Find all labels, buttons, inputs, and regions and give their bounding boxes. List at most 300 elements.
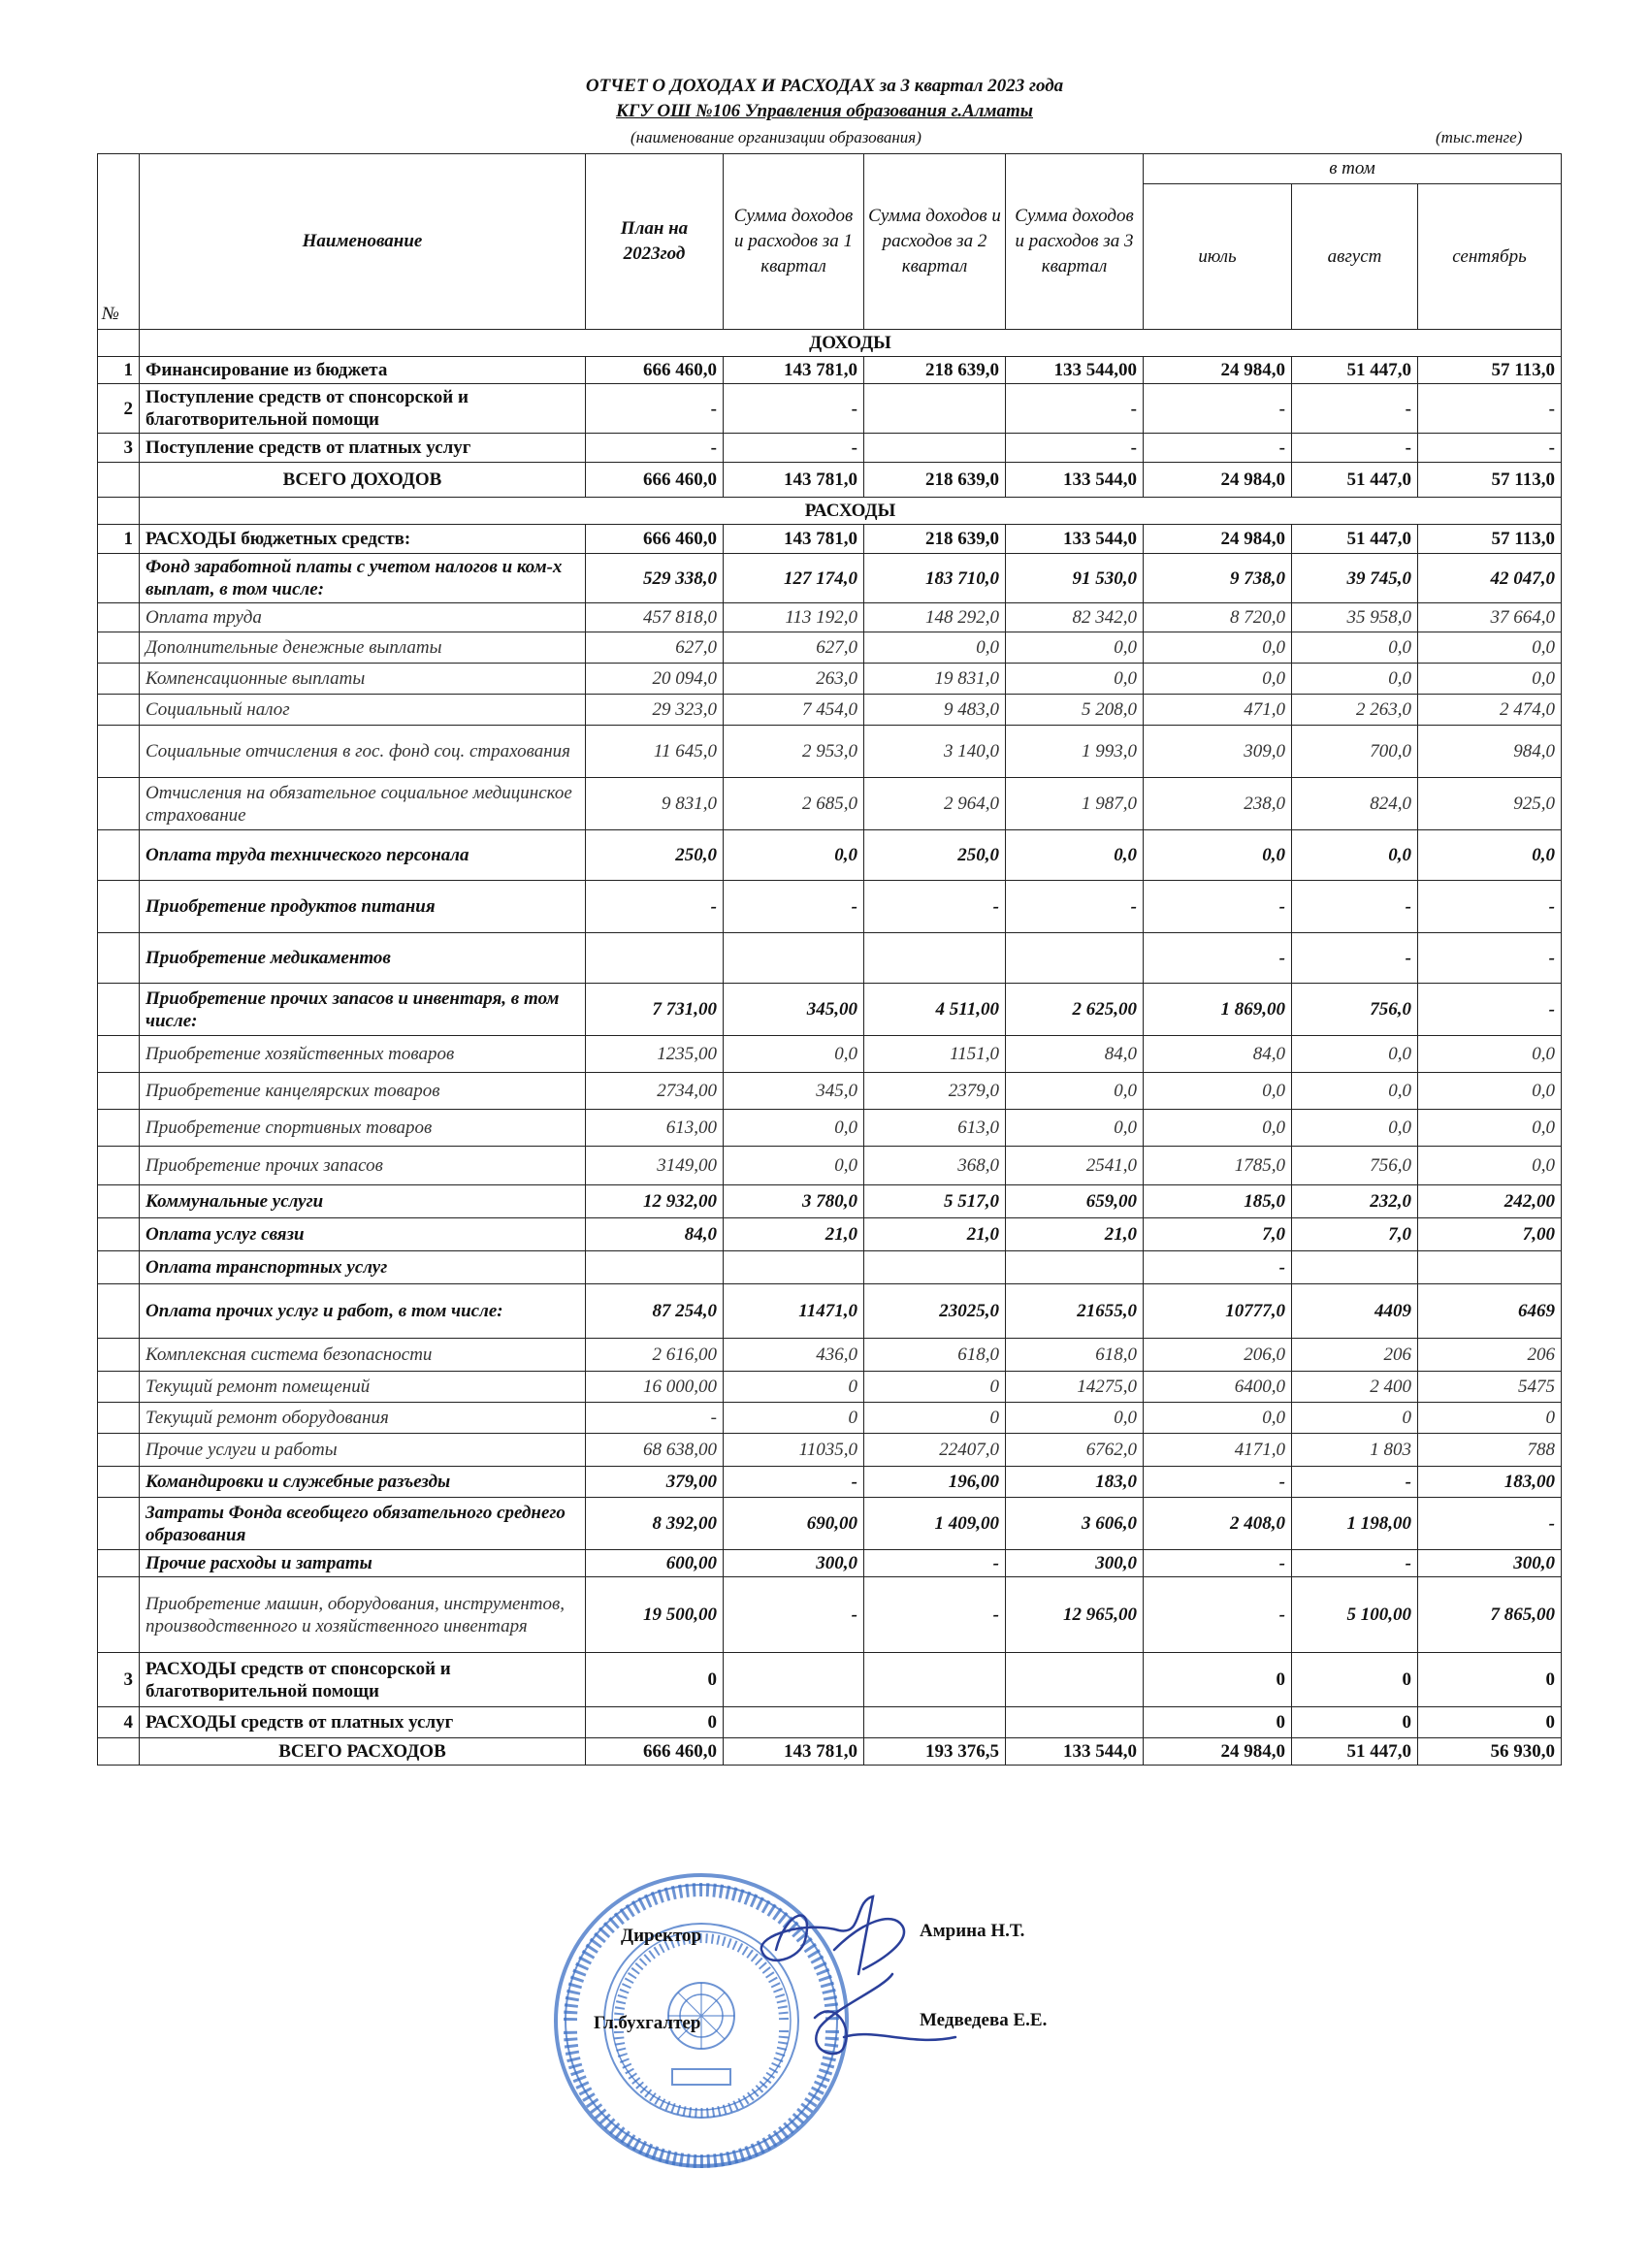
row-value: 206 <box>1418 1339 1562 1372</box>
row-value: 2 474,0 <box>1418 695 1562 726</box>
row-value: 659,00 <box>1006 1185 1144 1218</box>
table-row <box>98 1577 1562 1653</box>
row-name: Оплата услуг связи <box>140 1218 586 1251</box>
row-value <box>1006 1653 1144 1707</box>
row-value <box>864 1251 1006 1284</box>
row-value: 68 638,00 <box>586 1434 724 1467</box>
table-row <box>98 1110 1562 1147</box>
row-number <box>98 1434 140 1467</box>
row-value: 16 000,00 <box>586 1372 724 1403</box>
row-value: 925,0 <box>1418 778 1562 830</box>
row-value: 57 113,0 <box>1418 463 1562 498</box>
row-name: РАСХОДЫ средств от платных услуг <box>140 1707 586 1738</box>
row-value: 23025,0 <box>864 1284 1006 1339</box>
row-value: 0 <box>1418 1707 1562 1738</box>
row-value: 1 803 <box>1292 1434 1418 1467</box>
row-value: 9 831,0 <box>586 778 724 830</box>
row-value: 788 <box>1418 1434 1562 1467</box>
table-row <box>98 603 1562 632</box>
row-name: Отчисления на обязательное социальное медицинское страхование <box>140 778 586 830</box>
row-value: 232,0 <box>1292 1185 1418 1218</box>
row-name: РАСХОДЫ бюджетных средств: <box>140 525 586 554</box>
row-value: 2734,00 <box>586 1073 724 1110</box>
table-row <box>98 1339 1562 1372</box>
row-value: 0,0 <box>1006 664 1144 695</box>
row-name: Поступление средств от платных услуг <box>140 434 586 463</box>
row-value: 700,0 <box>1292 726 1418 778</box>
director-label: Директор <box>621 1926 702 1946</box>
row-value: 218 639,0 <box>864 525 1006 554</box>
row-value: 218 639,0 <box>864 357 1006 384</box>
table-row <box>98 357 1562 384</box>
row-value: 250,0 <box>864 830 1006 881</box>
row-number: 3 <box>98 1653 140 1707</box>
row-value: - <box>1292 434 1418 463</box>
row-value: 51 447,0 <box>1292 463 1418 498</box>
col-august: август <box>1292 184 1418 330</box>
row-value: 0,0 <box>1292 1073 1418 1110</box>
row-value: 238,0 <box>1144 778 1292 830</box>
row-name: Фонд заработной платы с учетом налогов и ком-х выплат, в том числе: <box>140 554 586 603</box>
row-value: 0,0 <box>1292 664 1418 695</box>
row-value: - <box>586 384 724 434</box>
row-value: 24 984,0 <box>1144 525 1292 554</box>
row-number <box>98 778 140 830</box>
row-value <box>1006 1251 1144 1284</box>
row-number: 1 <box>98 525 140 554</box>
row-value: - <box>1006 434 1144 463</box>
table-row <box>98 1707 1562 1738</box>
row-value: 1 869,00 <box>1144 984 1292 1036</box>
row-value: 756,0 <box>1292 984 1418 1036</box>
accountant-name: Медведева Е.Е. <box>920 2010 1048 2030</box>
row-value: 113 192,0 <box>724 603 864 632</box>
row-value: 0,0 <box>1144 1110 1292 1147</box>
row-value: - <box>1144 434 1292 463</box>
row-name: РАСХОДЫ средств от спонсорской и благотворительной помощи <box>140 1653 586 1707</box>
row-value: 1 993,0 <box>1006 726 1144 778</box>
table-row <box>98 1036 1562 1073</box>
row-value: 84,0 <box>586 1218 724 1251</box>
row-value: 0,0 <box>1418 664 1562 695</box>
row-value: 2 616,00 <box>586 1339 724 1372</box>
row-value: 39 745,0 <box>1292 554 1418 603</box>
row-value: 0 <box>1144 1653 1292 1707</box>
row-value: 42 047,0 <box>1418 554 1562 603</box>
col-q3: Сумма доходов и расходов за 3 квартал <box>1006 154 1144 330</box>
row-value: 20 094,0 <box>586 664 724 695</box>
row-number <box>98 1147 140 1185</box>
table-row <box>98 984 1562 1036</box>
row-value: 0,0 <box>1418 830 1562 881</box>
row-value: - <box>1144 1577 1292 1653</box>
row-value: 143 781,0 <box>724 525 864 554</box>
row-value: 0,0 <box>724 830 864 881</box>
row-value: 345,00 <box>724 984 864 1036</box>
row-value: 0,0 <box>1006 1403 1144 1434</box>
row-value: 133 544,0 <box>1006 1738 1144 1766</box>
row-value: 0,0 <box>1292 632 1418 664</box>
row-value: 2 953,0 <box>724 726 864 778</box>
row-number <box>98 1339 140 1372</box>
row-number <box>98 726 140 778</box>
table-row <box>98 1498 1562 1550</box>
row-number <box>98 984 140 1036</box>
row-value: 0,0 <box>1006 830 1144 881</box>
row-value: 7,0 <box>1292 1218 1418 1251</box>
row-value: 368,0 <box>864 1147 1006 1185</box>
row-value: 6469 <box>1418 1284 1562 1339</box>
row-value: 0,0 <box>1292 1036 1418 1073</box>
row-value: 613,0 <box>864 1110 1006 1147</box>
table-row <box>98 1653 1562 1707</box>
row-value: 0,0 <box>1292 1110 1418 1147</box>
col-july: июль <box>1144 184 1292 330</box>
row-value: 21,0 <box>1006 1218 1144 1251</box>
section-row <box>98 330 1562 357</box>
table-row <box>98 554 1562 603</box>
row-number <box>98 830 140 881</box>
row-value: 193 376,5 <box>864 1738 1006 1766</box>
row-value: 24 984,0 <box>1144 1738 1292 1766</box>
row-value: - <box>864 881 1006 933</box>
row-value: 91 530,0 <box>1006 554 1144 603</box>
row-value: 57 113,0 <box>1418 357 1562 384</box>
row-name: Оплата транспортных услуг <box>140 1251 586 1284</box>
row-name: Приобретение медикаментов <box>140 933 586 984</box>
row-value: 0,0 <box>1006 1110 1144 1147</box>
row-value: 0,0 <box>724 1147 864 1185</box>
report-table <box>97 153 1562 1766</box>
row-number <box>98 1218 140 1251</box>
row-value: 824,0 <box>1292 778 1418 830</box>
section-spacer <box>98 498 140 525</box>
row-value: 5 208,0 <box>1006 695 1144 726</box>
row-number: 2 <box>98 384 140 434</box>
organization-caption: (наименование организации образования) <box>630 128 922 146</box>
row-number <box>98 1284 140 1339</box>
row-value: - <box>1418 1498 1562 1550</box>
row-name: Дополнительные денежные выплаты <box>140 632 586 664</box>
table-row <box>98 695 1562 726</box>
col-name: Наименование <box>140 154 586 330</box>
row-value: 250,0 <box>586 830 724 881</box>
row-value: - <box>1144 1251 1292 1284</box>
row-value: 11 645,0 <box>586 726 724 778</box>
table-row <box>98 1403 1562 1434</box>
row-value: 0,0 <box>864 632 1006 664</box>
section-title: ДОХОДЫ <box>140 330 1562 357</box>
row-value: 14275,0 <box>1006 1372 1144 1403</box>
row-value <box>724 1251 864 1284</box>
table-row <box>98 1284 1562 1339</box>
row-value: 0,0 <box>1006 1073 1144 1110</box>
row-value: 0,0 <box>724 1110 864 1147</box>
row-value: - <box>1144 1550 1292 1577</box>
table-row <box>98 1434 1562 1467</box>
row-value: 19 831,0 <box>864 664 1006 695</box>
row-number <box>98 1403 140 1434</box>
row-value: 6762,0 <box>1006 1434 1144 1467</box>
table-row <box>98 1372 1562 1403</box>
row-name: Оплата труда <box>140 603 586 632</box>
row-value: 218 639,0 <box>864 463 1006 498</box>
total-row <box>98 1738 1562 1766</box>
row-name: Оплата труда технического персонала <box>140 830 586 881</box>
row-value: 29 323,0 <box>586 695 724 726</box>
row-value: - <box>724 1467 864 1498</box>
row-value: 627,0 <box>724 632 864 664</box>
section-spacer <box>98 330 140 357</box>
table-row <box>98 1147 1562 1185</box>
row-value: 0,0 <box>1418 1147 1562 1185</box>
row-value <box>586 1251 724 1284</box>
row-value <box>1006 933 1144 984</box>
row-value: 185,0 <box>1144 1185 1292 1218</box>
row-value <box>1418 1251 1562 1284</box>
table-row <box>98 726 1562 778</box>
row-name: Поступление средств от спонсорской и благотворительной помощи <box>140 384 586 434</box>
row-number <box>98 1251 140 1284</box>
row-value: 690,00 <box>724 1498 864 1550</box>
row-value: 12 932,00 <box>586 1185 724 1218</box>
row-value: 148 292,0 <box>864 603 1006 632</box>
row-value: 2 625,00 <box>1006 984 1144 1036</box>
row-value: 143 781,0 <box>724 463 864 498</box>
row-value: 133 544,0 <box>1006 525 1144 554</box>
row-value: 9 738,0 <box>1144 554 1292 603</box>
table-row <box>98 1251 1562 1284</box>
row-value: 0 <box>1292 1403 1418 1434</box>
row-number <box>98 1550 140 1577</box>
row-value: - <box>1006 881 1144 933</box>
row-value: - <box>1292 384 1418 434</box>
report-body <box>98 330 1562 1766</box>
row-value: - <box>1292 933 1418 984</box>
row-name: Приобретение спортивных товаров <box>140 1110 586 1147</box>
organization-name: КГУ ОШ №106 Управления образования г.Алматы <box>616 101 1033 121</box>
row-number <box>98 463 140 498</box>
row-value: 666 460,0 <box>586 1738 724 1766</box>
row-value: - <box>1144 881 1292 933</box>
row-name: Приобретение машин, оборудования, инструментов, производственного и хозяйственного инвентаря <box>140 1577 586 1653</box>
row-value: 127 174,0 <box>724 554 864 603</box>
director-name: Амрина Н.Т. <box>920 1921 1025 1941</box>
row-value: 21,0 <box>864 1218 1006 1251</box>
row-name: Текущий ремонт оборудования <box>140 1403 586 1434</box>
row-value: 196,00 <box>864 1467 1006 1498</box>
row-value: 0,0 <box>1418 1073 1562 1110</box>
table-row <box>98 1467 1562 1498</box>
table-row <box>98 1073 1562 1110</box>
row-value: 1 198,00 <box>1292 1498 1418 1550</box>
row-value: 4171,0 <box>1144 1434 1292 1467</box>
row-value: - <box>724 881 864 933</box>
row-number: 4 <box>98 1707 140 1738</box>
row-value: - <box>724 1577 864 1653</box>
row-value: - <box>1418 984 1562 1036</box>
row-value: 613,00 <box>586 1110 724 1147</box>
table-row <box>98 525 1562 554</box>
row-value: 183 710,0 <box>864 554 1006 603</box>
row-value: 300,0 <box>1418 1550 1562 1577</box>
row-number <box>98 1738 140 1766</box>
row-value: - <box>1292 881 1418 933</box>
row-value: 0 <box>1292 1653 1418 1707</box>
row-value: 5 517,0 <box>864 1185 1006 1218</box>
row-value: 627,0 <box>586 632 724 664</box>
row-name: Коммунальные услуги <box>140 1185 586 1218</box>
row-value: 263,0 <box>724 664 864 695</box>
row-value: 5475 <box>1418 1372 1562 1403</box>
row-value: 12 965,00 <box>1006 1577 1144 1653</box>
row-value: 2 685,0 <box>724 778 864 830</box>
row-value: 300,0 <box>1006 1550 1144 1577</box>
row-value: 183,00 <box>1418 1467 1562 1498</box>
accountant-label: Гл.бухгалтер <box>594 2013 701 2033</box>
row-value: 436,0 <box>724 1339 864 1372</box>
row-name: Финансирование из бюджета <box>140 357 586 384</box>
row-name: Приобретение хозяйственных товаров <box>140 1036 586 1073</box>
row-value: 5 100,00 <box>1292 1577 1418 1653</box>
row-number: 3 <box>98 434 140 463</box>
row-number <box>98 1498 140 1550</box>
row-value: 8 392,00 <box>586 1498 724 1550</box>
row-value: 2 263,0 <box>1292 695 1418 726</box>
row-value: - <box>1006 384 1144 434</box>
row-value: - <box>1144 384 1292 434</box>
row-value: - <box>724 434 864 463</box>
table-row <box>98 384 1562 434</box>
row-value: 1 987,0 <box>1006 778 1144 830</box>
row-number <box>98 632 140 664</box>
row-value: 9 483,0 <box>864 695 1006 726</box>
row-value: 666 460,0 <box>586 525 724 554</box>
table-row <box>98 434 1562 463</box>
row-value: 4409 <box>1292 1284 1418 1339</box>
row-value: 3149,00 <box>586 1147 724 1185</box>
row-value: 3 606,0 <box>1006 1498 1144 1550</box>
row-number <box>98 603 140 632</box>
table-row <box>98 778 1562 830</box>
row-name: Командировки и служебные разъезды <box>140 1467 586 1498</box>
row-number <box>98 1036 140 1073</box>
row-value: 7,0 <box>1144 1218 1292 1251</box>
row-value: 0,0 <box>1418 632 1562 664</box>
row-value: - <box>586 881 724 933</box>
row-value: 2 400 <box>1292 1372 1418 1403</box>
row-value: 2379,0 <box>864 1073 1006 1110</box>
table-row <box>98 1185 1562 1218</box>
row-value <box>724 1653 864 1707</box>
row-value <box>724 933 864 984</box>
row-name: Социальный налог <box>140 695 586 726</box>
row-value: 183,0 <box>1006 1467 1144 1498</box>
row-value: 51 447,0 <box>1292 357 1418 384</box>
row-number <box>98 664 140 695</box>
row-number: 1 <box>98 357 140 384</box>
row-value: 309,0 <box>1144 726 1292 778</box>
row-value <box>864 434 1006 463</box>
row-value: - <box>1418 933 1562 984</box>
row-value: 242,00 <box>1418 1185 1562 1218</box>
row-value: 618,0 <box>1006 1339 1144 1372</box>
row-number <box>98 1185 140 1218</box>
row-name: Приобретение продуктов питания <box>140 881 586 933</box>
row-value: 0 <box>864 1403 1006 1434</box>
row-value <box>1292 1251 1418 1284</box>
row-value: 0 <box>724 1403 864 1434</box>
row-value: 0 <box>586 1653 724 1707</box>
row-value: - <box>724 384 864 434</box>
row-value: 22407,0 <box>864 1434 1006 1467</box>
row-value: 1785,0 <box>1144 1147 1292 1185</box>
row-value: 0,0 <box>1418 1110 1562 1147</box>
row-value: 0 <box>724 1372 864 1403</box>
row-name: Текущий ремонт помещений <box>140 1372 586 1403</box>
row-value: 1235,00 <box>586 1036 724 1073</box>
row-number <box>98 1467 140 1498</box>
row-value: 300,0 <box>724 1550 864 1577</box>
row-value: 756,0 <box>1292 1147 1418 1185</box>
row-value: 1 409,00 <box>864 1498 1006 1550</box>
signature-scrawl <box>747 1882 960 2076</box>
row-value: 984,0 <box>1418 726 1562 778</box>
row-value: 529 338,0 <box>586 554 724 603</box>
row-value: - <box>586 1403 724 1434</box>
row-number <box>98 1073 140 1110</box>
row-value: 10777,0 <box>1144 1284 1292 1339</box>
row-value: 379,00 <box>586 1467 724 1498</box>
col-september: сентябрь <box>1418 184 1562 330</box>
table-row <box>98 933 1562 984</box>
row-number <box>98 1577 140 1653</box>
row-value <box>864 933 1006 984</box>
table-row <box>98 881 1562 933</box>
row-value: 11471,0 <box>724 1284 864 1339</box>
row-value: 51 447,0 <box>1292 525 1418 554</box>
table-row <box>98 830 1562 881</box>
row-name: Социальные отчисления в гос. фонд соц. страхования <box>140 726 586 778</box>
row-value: 0 <box>1418 1403 1562 1434</box>
row-name: Оплата прочих услуг и работ, в том числе: <box>140 1284 586 1339</box>
row-value: 6400,0 <box>1144 1372 1292 1403</box>
row-value: 133 544,00 <box>1006 357 1144 384</box>
row-value <box>1006 1707 1144 1738</box>
row-value <box>864 384 1006 434</box>
row-value: - <box>586 434 724 463</box>
row-value: - <box>1418 881 1562 933</box>
row-value: 8 720,0 <box>1144 603 1292 632</box>
row-value: 666 460,0 <box>586 357 724 384</box>
report-title: ОТЧЕТ О ДОХОДАХ И РАСХОДАХ за 3 квартал 2023 года <box>585 76 1064 96</box>
row-value: - <box>1144 933 1292 984</box>
row-value: 21655,0 <box>1006 1284 1144 1339</box>
row-value: 143 781,0 <box>724 357 864 384</box>
row-value: 1151,0 <box>864 1036 1006 1073</box>
unit-label: (тыс.тенге) <box>1436 128 1523 146</box>
row-value: 51 447,0 <box>1292 1738 1418 1766</box>
row-value: 19 500,00 <box>586 1577 724 1653</box>
row-value: 0,0 <box>1292 830 1418 881</box>
row-value: - <box>1292 1467 1418 1498</box>
row-value: 143 781,0 <box>724 1738 864 1766</box>
row-value: 82 342,0 <box>1006 603 1144 632</box>
row-value: - <box>1144 1467 1292 1498</box>
row-name: Приобретение прочих запасов и инвентаря, в том числе: <box>140 984 586 1036</box>
row-value <box>724 1707 864 1738</box>
row-number <box>98 1110 140 1147</box>
